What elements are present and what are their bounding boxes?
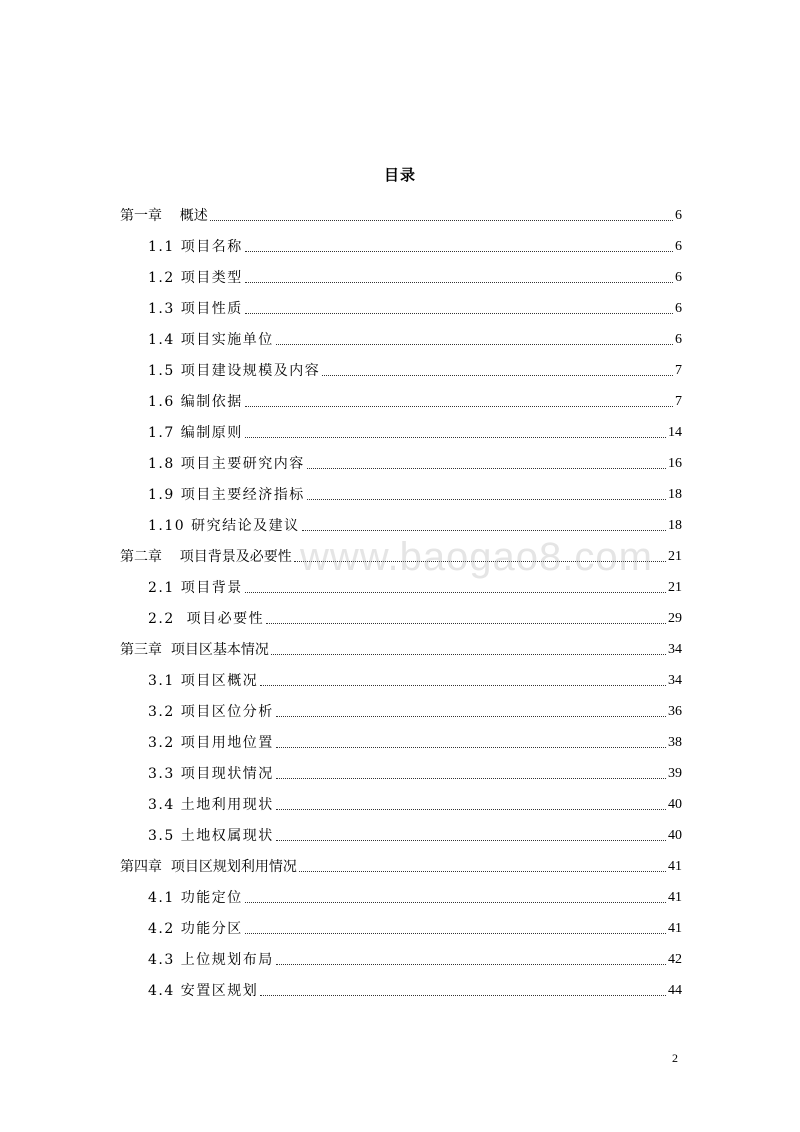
toc-entry-page: 6 <box>675 332 682 347</box>
dot-leader <box>266 623 666 624</box>
toc-section-entry[interactable] <box>120 225 682 256</box>
toc-entry-label: 3.4 土地利用现状 <box>148 797 274 813</box>
toc-entry-label: 3.2 项目区位分析 <box>148 704 274 720</box>
dot-leader <box>307 468 666 469</box>
toc-entry-page: 41 <box>668 890 682 905</box>
toc-chapter-entry[interactable] <box>120 628 682 659</box>
toc-entry-page: 38 <box>668 735 682 750</box>
toc-entry-label: 1.7 编制原则 <box>148 425 243 441</box>
toc-section-entry[interactable] <box>120 256 682 287</box>
table-of-contents <box>120 194 682 1000</box>
toc-entry-page: 34 <box>668 642 682 657</box>
toc-entry-label: 第四章 项目区规划利用情况 <box>120 859 297 875</box>
toc-entry-page: 40 <box>668 828 682 843</box>
dot-leader <box>302 530 666 531</box>
toc-entry-page: 18 <box>668 518 682 533</box>
dot-leader <box>245 251 673 252</box>
toc-entry-page: 36 <box>668 704 682 719</box>
dot-leader <box>276 840 666 841</box>
toc-entry-label: 1.6 编制依据 <box>148 394 243 410</box>
watermark: www.baogao8.com <box>300 535 653 579</box>
toc-entry-page: 41 <box>668 921 682 936</box>
toc-entry-page: 21 <box>668 580 682 595</box>
toc-section-entry[interactable] <box>120 597 682 628</box>
toc-section-entry[interactable] <box>120 504 682 535</box>
toc-section-entry[interactable] <box>120 969 682 1000</box>
toc-entry-page: 16 <box>668 456 682 471</box>
toc-entry-label: 第一章 概述 <box>120 208 208 224</box>
toc-entry-label: 1.4 项目实施单位 <box>148 332 274 348</box>
dot-leader <box>210 220 673 221</box>
page-number: 2 <box>672 1051 678 1065</box>
dot-leader <box>276 809 666 810</box>
toc-section-entry[interactable] <box>120 659 682 690</box>
toc-entry-label: 1.1 项目名称 <box>148 239 243 255</box>
toc-entry-page: 42 <box>668 952 682 967</box>
dot-leader <box>276 964 666 965</box>
dot-leader <box>276 344 673 345</box>
dot-leader <box>260 995 666 996</box>
toc-section-entry[interactable] <box>120 442 682 473</box>
toc-entry-page: 21 <box>668 549 682 564</box>
dot-leader <box>245 406 673 407</box>
toc-entry-label: 3.3 项目现状情况 <box>148 766 274 782</box>
dot-leader <box>245 437 666 438</box>
toc-section-entry[interactable] <box>120 349 682 380</box>
toc-entry-label: 4.1 功能定位 <box>148 890 243 906</box>
toc-entry-label: 1.5 项目建设规模及内容 <box>148 363 321 379</box>
toc-section-entry[interactable] <box>120 690 682 721</box>
toc-entry-label: 1.2 项目类型 <box>148 270 243 286</box>
toc-entry-label: 1.8 项目主要研究内容 <box>148 456 305 472</box>
dot-leader <box>276 778 666 779</box>
toc-entry-page: 7 <box>675 394 682 409</box>
toc-section-entry[interactable] <box>120 938 682 969</box>
toc-section-entry[interactable] <box>120 721 682 752</box>
toc-entry-label: 1.9 项目主要经济指标 <box>148 487 305 503</box>
dot-leader <box>276 747 666 748</box>
dot-leader <box>299 871 666 872</box>
toc-entry-page: 6 <box>675 270 682 285</box>
toc-title: 目录 <box>383 166 416 184</box>
toc-entry-page: 6 <box>675 239 682 254</box>
dot-leader <box>245 933 666 934</box>
dot-leader <box>322 375 673 376</box>
toc-entry-label: 3.2 项目用地位置 <box>148 735 274 751</box>
toc-entry-label: 1.10 研究结论及建议 <box>148 518 300 534</box>
dot-leader <box>276 716 666 717</box>
toc-section-entry[interactable] <box>120 380 682 411</box>
toc-entry-label: 第二章 项目背景及必要性 <box>120 549 292 565</box>
dot-leader <box>307 499 666 500</box>
toc-entry-page: 6 <box>675 301 682 316</box>
toc-entry-page: 34 <box>668 673 682 688</box>
toc-entry-label: 4.2 功能分区 <box>148 921 243 937</box>
toc-entry-label: 4.3 上位规划布局 <box>148 952 274 968</box>
toc-entry-page: 44 <box>668 983 682 998</box>
toc-entry-page: 41 <box>668 859 682 874</box>
toc-section-entry[interactable] <box>120 473 682 504</box>
toc-entry-page: 40 <box>668 797 682 812</box>
toc-entry-label: 3.1 项目区概况 <box>148 673 259 689</box>
toc-entry-label: 3.5 土地权属现状 <box>148 828 274 844</box>
toc-section-entry[interactable] <box>120 907 682 938</box>
dot-leader <box>245 313 673 314</box>
toc-entry-page: 7 <box>675 363 682 378</box>
toc-section-entry[interactable] <box>120 287 682 318</box>
toc-entry-page: 29 <box>668 611 682 626</box>
dot-leader <box>271 654 666 655</box>
dot-leader <box>260 685 666 686</box>
toc-section-entry[interactable] <box>120 752 682 783</box>
toc-chapter-entry[interactable] <box>120 194 682 225</box>
toc-section-entry[interactable] <box>120 411 682 442</box>
toc-section-entry[interactable] <box>120 814 682 845</box>
toc-section-entry[interactable] <box>120 783 682 814</box>
toc-entry-label: 1.3 项目性质 <box>148 301 243 317</box>
toc-section-entry[interactable] <box>120 876 682 907</box>
toc-entry-page: 18 <box>668 487 682 502</box>
dot-leader <box>245 282 673 283</box>
dot-leader <box>245 902 666 903</box>
toc-entry-label: 2.1 项目背景 <box>148 580 243 596</box>
toc-section-entry[interactable] <box>120 318 682 349</box>
toc-entry-page: 6 <box>675 208 682 223</box>
toc-entry-label: 2.2 项目必要性 <box>148 611 265 627</box>
toc-entry-label: 第三章 项目区基本情况 <box>120 642 269 658</box>
toc-entry-label: 4.4 安置区规划 <box>148 983 259 999</box>
dot-leader <box>245 592 666 593</box>
toc-chapter-entry[interactable] <box>120 845 682 876</box>
toc-entry-page: 39 <box>668 766 682 781</box>
toc-entry-page: 14 <box>668 425 682 440</box>
